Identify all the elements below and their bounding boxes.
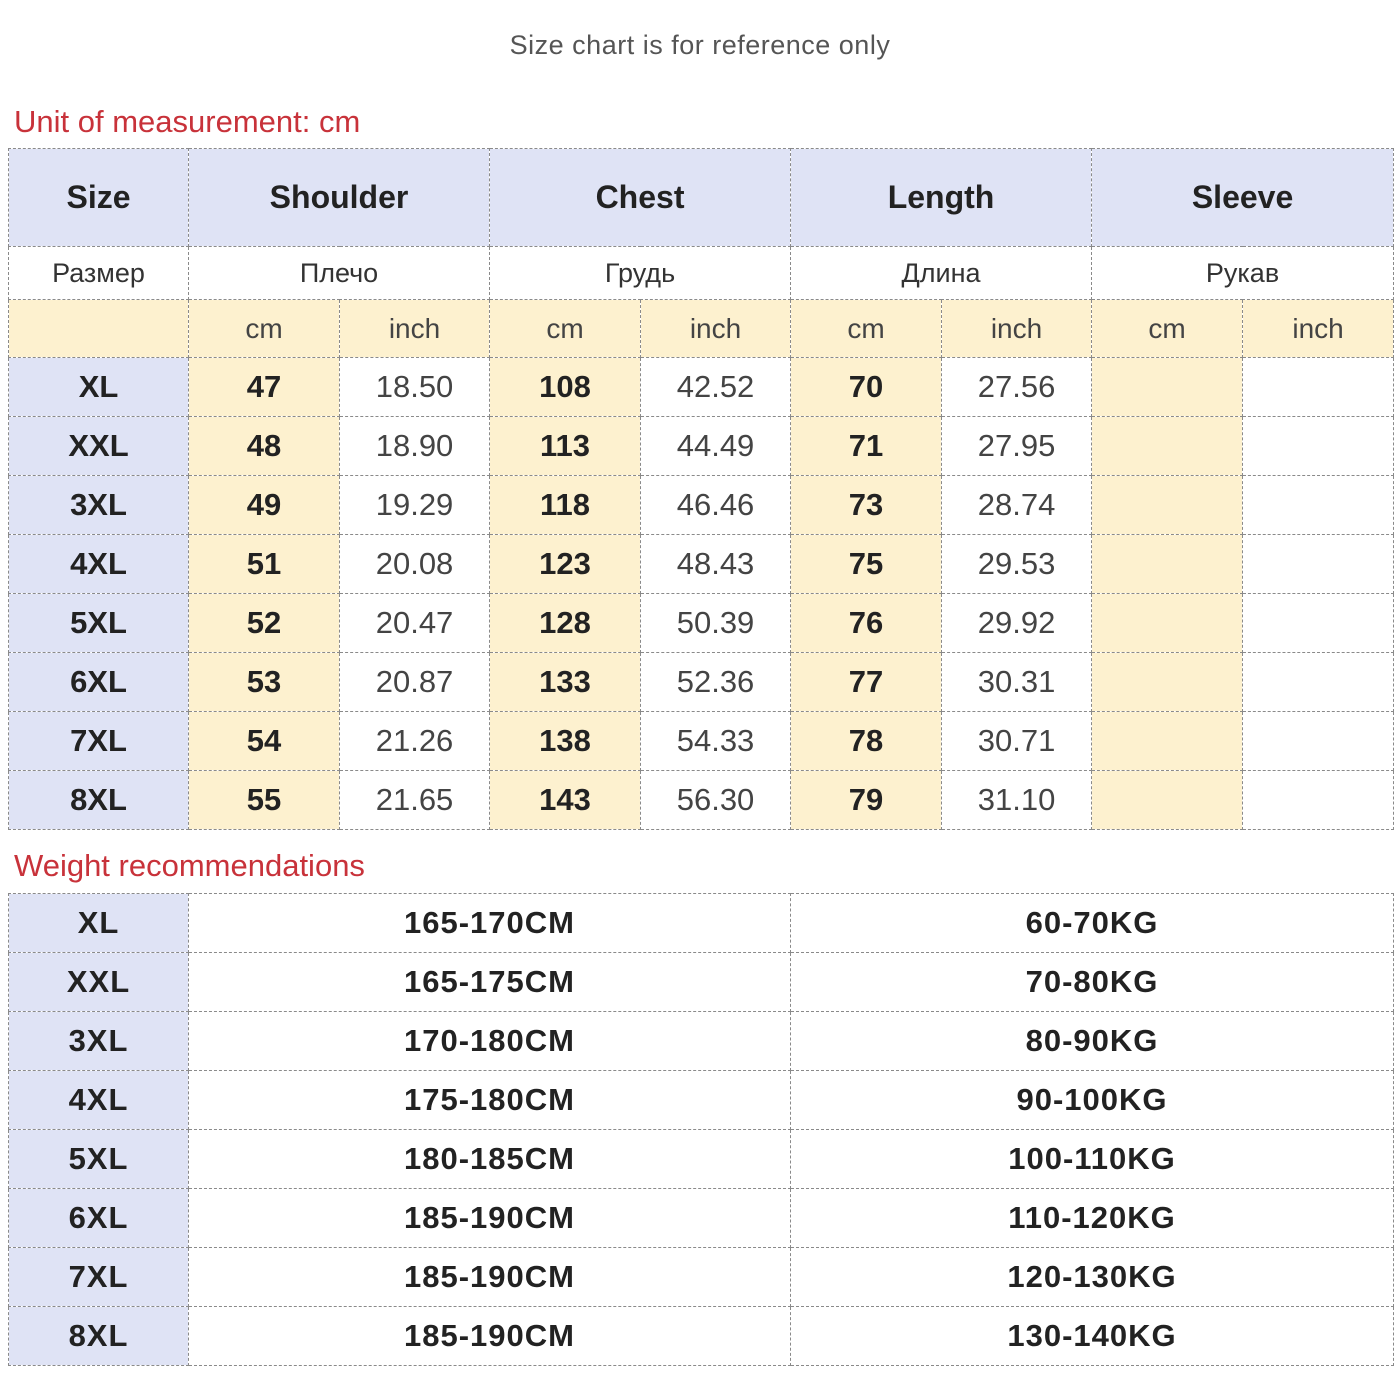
cell-length-in: 27.56 — [942, 358, 1092, 417]
header-ru-shoulder: Плечо — [189, 247, 490, 300]
cell-length-cm: 76 — [791, 594, 942, 653]
cell-sleeve-cm — [1092, 594, 1243, 653]
weight-cell-size: XL — [9, 894, 189, 953]
weight-cell-size: 4XL — [9, 1071, 189, 1130]
cell-shoulder-in: 20.87 — [340, 653, 490, 712]
cell-length-in: 30.31 — [942, 653, 1092, 712]
cell-size: 4XL — [9, 535, 189, 594]
cell-chest-in: 52.36 — [641, 653, 791, 712]
weight-cell-weight: 100-110KG — [791, 1130, 1394, 1189]
cell-sleeve-in — [1243, 712, 1394, 771]
cell-length-cm: 73 — [791, 476, 942, 535]
cell-sleeve-cm — [1092, 771, 1243, 830]
unit-blank — [9, 300, 189, 358]
cell-shoulder-cm: 51 — [189, 535, 340, 594]
cell-sleeve-cm — [1092, 476, 1243, 535]
cell-chest-in: 44.49 — [641, 417, 791, 476]
table-row — [9, 358, 1394, 417]
cell-chest-in: 48.43 — [641, 535, 791, 594]
cell-shoulder-cm: 52 — [189, 594, 340, 653]
weight-row — [9, 1248, 1394, 1307]
cell-chest-cm: 113 — [490, 417, 641, 476]
cell-sleeve-in — [1243, 771, 1394, 830]
cell-sleeve-cm — [1092, 535, 1243, 594]
weight-table — [8, 893, 1394, 1366]
weight-cell-weight: 120-130KG — [791, 1248, 1394, 1307]
table-row — [9, 771, 1394, 830]
header-length: Length — [791, 149, 1092, 247]
cell-size: 7XL — [9, 712, 189, 771]
cell-shoulder-in: 21.26 — [340, 712, 490, 771]
unit-sleeve-inch: inch — [1243, 300, 1394, 358]
weight-cell-weight: 90-100KG — [791, 1071, 1394, 1130]
cell-chest-cm: 108 — [490, 358, 641, 417]
cell-chest-in: 42.52 — [641, 358, 791, 417]
cell-length-cm: 75 — [791, 535, 942, 594]
cell-length-in: 29.92 — [942, 594, 1092, 653]
header-chest: Chest — [490, 149, 791, 247]
cell-sleeve-cm — [1092, 712, 1243, 771]
weight-cell-height: 185-190CM — [189, 1189, 791, 1248]
unit-length-cm: cm — [791, 300, 942, 358]
cell-shoulder-in: 18.90 — [340, 417, 490, 476]
unit-row — [9, 300, 1394, 358]
table-row — [9, 712, 1394, 771]
header-sleeve: Sleeve — [1092, 149, 1394, 247]
weight-cell-size: 6XL — [9, 1189, 189, 1248]
cell-size: 5XL — [9, 594, 189, 653]
table-row — [9, 417, 1394, 476]
weight-cell-weight: 130-140KG — [791, 1307, 1394, 1366]
cell-size: XXL — [9, 417, 189, 476]
weight-title: Weight recommendations — [14, 848, 365, 883]
cell-length-cm: 77 — [791, 653, 942, 712]
weight-cell-height: 185-190CM — [189, 1307, 791, 1366]
weight-cell-size: XXL — [9, 953, 189, 1012]
weight-cell-height: 165-170CM — [189, 894, 791, 953]
cell-shoulder-cm: 49 — [189, 476, 340, 535]
unit-shoulder-cm: cm — [189, 300, 340, 358]
cell-shoulder-in: 20.47 — [340, 594, 490, 653]
cell-size: XL — [9, 358, 189, 417]
cell-sleeve-cm — [1092, 417, 1243, 476]
weight-row — [9, 953, 1394, 1012]
unit-title: Unit of measurement: cm — [14, 104, 361, 139]
size-chart-table — [8, 148, 1394, 830]
weight-row — [9, 1130, 1394, 1189]
unit-length-inch: inch — [942, 300, 1092, 358]
cell-chest-cm: 118 — [490, 476, 641, 535]
weight-cell-weight: 110-120KG — [791, 1189, 1394, 1248]
cell-chest-cm: 128 — [490, 594, 641, 653]
cell-sleeve-in — [1243, 594, 1394, 653]
cell-shoulder-cm: 55 — [189, 771, 340, 830]
cell-sleeve-in — [1243, 653, 1394, 712]
header-ru-row — [9, 247, 1394, 300]
cell-chest-cm: 123 — [490, 535, 641, 594]
weight-cell-height: 185-190CM — [189, 1248, 791, 1307]
cell-length-in: 31.10 — [942, 771, 1092, 830]
weight-row — [9, 1189, 1394, 1248]
cell-size: 8XL — [9, 771, 189, 830]
weight-cell-weight: 80-90KG — [791, 1012, 1394, 1071]
header-size: Size — [9, 149, 189, 247]
weight-row — [9, 894, 1394, 953]
reference-note: Size chart is for reference only — [509, 30, 891, 60]
cell-shoulder-cm: 53 — [189, 653, 340, 712]
header-row — [9, 149, 1394, 247]
unit-shoulder-inch: inch — [340, 300, 490, 358]
cell-sleeve-in — [1243, 476, 1394, 535]
cell-sleeve-in — [1243, 535, 1394, 594]
weight-cell-size: 3XL — [9, 1012, 189, 1071]
cell-length-cm: 70 — [791, 358, 942, 417]
cell-chest-cm: 143 — [490, 771, 641, 830]
unit-sleeve-cm: cm — [1092, 300, 1243, 358]
weight-row — [9, 1012, 1394, 1071]
unit-chest-inch: inch — [641, 300, 791, 358]
cell-length-in: 27.95 — [942, 417, 1092, 476]
table-row — [9, 594, 1394, 653]
weight-row — [9, 1307, 1394, 1366]
cell-chest-cm: 138 — [490, 712, 641, 771]
cell-length-in: 30.71 — [942, 712, 1092, 771]
cell-size: 3XL — [9, 476, 189, 535]
cell-shoulder-cm: 47 — [189, 358, 340, 417]
table-row — [9, 535, 1394, 594]
weight-cell-height: 180-185CM — [189, 1130, 791, 1189]
cell-chest-in: 46.46 — [641, 476, 791, 535]
cell-shoulder-in: 19.29 — [340, 476, 490, 535]
cell-chest-in: 50.39 — [641, 594, 791, 653]
cell-shoulder-cm: 54 — [189, 712, 340, 771]
weight-cell-weight: 60-70KG — [791, 894, 1394, 953]
cell-sleeve-in — [1243, 358, 1394, 417]
weight-cell-size: 7XL — [9, 1248, 189, 1307]
cell-length-cm: 79 — [791, 771, 942, 830]
header-ru-length: Длина — [791, 247, 1092, 300]
cell-shoulder-in: 21.65 — [340, 771, 490, 830]
header-ru-chest: Грудь — [490, 247, 791, 300]
cell-shoulder-in: 18.50 — [340, 358, 490, 417]
cell-chest-in: 56.30 — [641, 771, 791, 830]
cell-chest-in: 54.33 — [641, 712, 791, 771]
cell-length-in: 29.53 — [942, 535, 1092, 594]
header-shoulder: Shoulder — [189, 149, 490, 247]
cell-length-in: 28.74 — [942, 476, 1092, 535]
cell-size: 6XL — [9, 653, 189, 712]
cell-sleeve-in — [1243, 417, 1394, 476]
weight-row — [9, 1071, 1394, 1130]
weight-cell-weight: 70-80KG — [791, 953, 1394, 1012]
cell-chest-cm: 133 — [490, 653, 641, 712]
cell-sleeve-cm — [1092, 358, 1243, 417]
weight-cell-height: 175-180CM — [189, 1071, 791, 1130]
weight-cell-height: 165-175CM — [189, 953, 791, 1012]
header-ru-size: Размер — [9, 247, 189, 300]
cell-shoulder-in: 20.08 — [340, 535, 490, 594]
unit-chest-cm: cm — [490, 300, 641, 358]
weight-cell-height: 170-180CM — [189, 1012, 791, 1071]
cell-length-cm: 71 — [791, 417, 942, 476]
weight-cell-size: 8XL — [9, 1307, 189, 1366]
cell-sleeve-cm — [1092, 653, 1243, 712]
header-ru-sleeve: Рукав — [1092, 247, 1394, 300]
table-row — [9, 653, 1394, 712]
cell-length-cm: 78 — [791, 712, 942, 771]
weight-cell-size: 5XL — [9, 1130, 189, 1189]
cell-shoulder-cm: 48 — [189, 417, 340, 476]
table-row — [9, 476, 1394, 535]
